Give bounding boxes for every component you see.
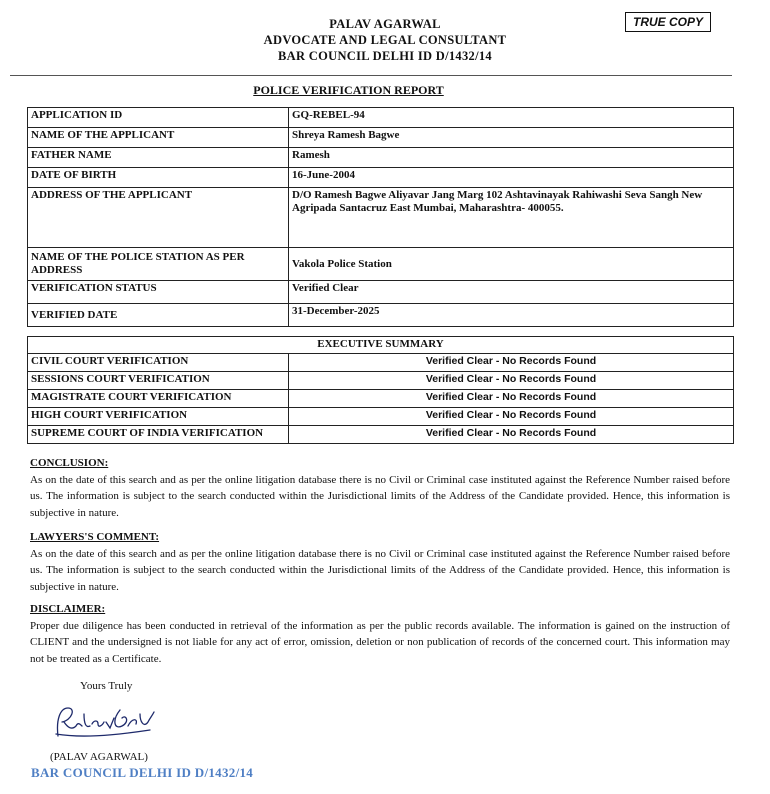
row-value: Verified Clear - No Records Found	[289, 354, 734, 372]
table-row	[28, 390, 734, 408]
advocate-name: PALAV AGARWAL	[329, 17, 441, 31]
header-divider	[10, 75, 732, 76]
row-value: 31-December-2025	[289, 304, 734, 327]
conclusion-heading: CONCLUSION:	[30, 457, 109, 469]
advocate-bar-id: BAR COUNCIL DELHI ID D/1432/14	[278, 49, 492, 63]
table-row	[28, 304, 734, 327]
row-label: ADDRESS OF THE APPLICANT	[28, 188, 289, 248]
row-label: SESSIONS COURT VERIFICATION	[28, 372, 289, 390]
row-value: Verified Clear - No Records Found	[289, 390, 734, 408]
disclaimer-section	[30, 601, 730, 667]
table-row	[28, 281, 734, 304]
row-label: DATE OF BIRTH	[28, 168, 289, 188]
applicant-info-table	[27, 107, 734, 327]
row-label: HIGH COURT VERIFICATION	[28, 408, 289, 426]
executive-summary-table	[27, 336, 734, 444]
advocate-profession: ADVOCATE AND LEGAL CONSULTANT	[263, 33, 507, 47]
row-value: Verified Clear - No Records Found	[289, 426, 734, 444]
table-row	[28, 354, 734, 372]
table-row	[28, 248, 734, 281]
row-label: NAME OF THE APPLICANT	[28, 128, 289, 148]
signatory-name: (PALAV AGARWAL)	[50, 751, 148, 763]
row-label: NAME OF THE POLICE STATION AS PER ADDRESS	[28, 248, 289, 281]
lawyers-comment-section	[30, 529, 730, 595]
row-value: GQ-REBEL-94	[289, 108, 734, 128]
row-label: FATHER NAME	[28, 148, 289, 168]
row-value: Verified Clear - No Records Found	[289, 372, 734, 390]
table-row	[28, 148, 734, 168]
conclusion-section	[30, 455, 730, 521]
summary-heading: EXECUTIVE SUMMARY	[28, 337, 734, 354]
row-label: SUPREME COURT OF INDIA VERIFICATION	[28, 426, 289, 444]
row-value: 16-June-2004	[289, 168, 734, 188]
row-label: VERIFIED DATE	[28, 304, 289, 327]
row-label: MAGISTRATE COURT VERIFICATION	[28, 390, 289, 408]
disclaimer-heading: DISCLAIMER:	[30, 603, 106, 615]
table-row	[28, 372, 734, 390]
row-value: Vakola Police Station	[289, 248, 734, 281]
table-row	[28, 168, 734, 188]
table-row	[28, 188, 734, 248]
handwritten-signature	[50, 700, 160, 744]
row-value: Shreya Ramesh Bagwe	[289, 128, 734, 148]
row-label: CIVIL COURT VERIFICATION	[28, 354, 289, 372]
table-row	[28, 128, 734, 148]
table-row	[28, 408, 734, 426]
report-title: POLICE VERIFICATION REPORT	[253, 83, 444, 97]
table-row	[28, 108, 734, 128]
table-row	[28, 426, 734, 444]
row-value: Verified Clear	[289, 281, 734, 304]
row-label: APPLICATION ID	[28, 108, 289, 128]
row-value: Verified Clear - No Records Found	[289, 408, 734, 426]
signatory-bar-id: BAR COUNCIL DELHI ID D/1432/14	[31, 765, 254, 780]
lawyers-comment-text: As on the date of this search and as per the online litigation database there is no Civil or Criminal case instituted against the Reference Number raised before us. The information is subject to the search conducted within the Jurisdictional limits of the Address of the Candidate provided. Hence, this information is subjective in nature.	[30, 547, 730, 593]
row-value: D/O Ramesh Bagwe Aliyavar Jang Marg 102 Ashtavinayak Rahiwashi Seva Sangh New Agripada Santacruz East Mumbai, Maharashtra- 400055.	[289, 188, 734, 248]
row-value: Ramesh	[289, 148, 734, 168]
row-label: VERIFICATION STATUS	[28, 281, 289, 304]
true-copy-stamp: TRUE COPY	[625, 12, 711, 32]
table-row	[28, 337, 734, 354]
disclaimer-text: Proper due diligence has been conducted in retrieval of the information as per the public records available. The information is gained on the instruction of CLIENT and the undersigned is not liable for any act of error, omission, deletion or non publication of records of the concerned court. This information may not be treated as a Certificate.	[30, 619, 730, 665]
closing-text: Yours Truly	[80, 680, 133, 692]
conclusion-text: As on the date of this search and as per the online litigation database there is no Civil or Criminal case instituted against the Reference Number raised before us. The information is subject to the search conducted within the Jurisdictional limits of the Address of the Candidate provided. Hence, this information is subjective in nature.	[30, 473, 730, 519]
lawyers-comment-heading: LAWYERS'S COMMENT:	[30, 531, 160, 543]
